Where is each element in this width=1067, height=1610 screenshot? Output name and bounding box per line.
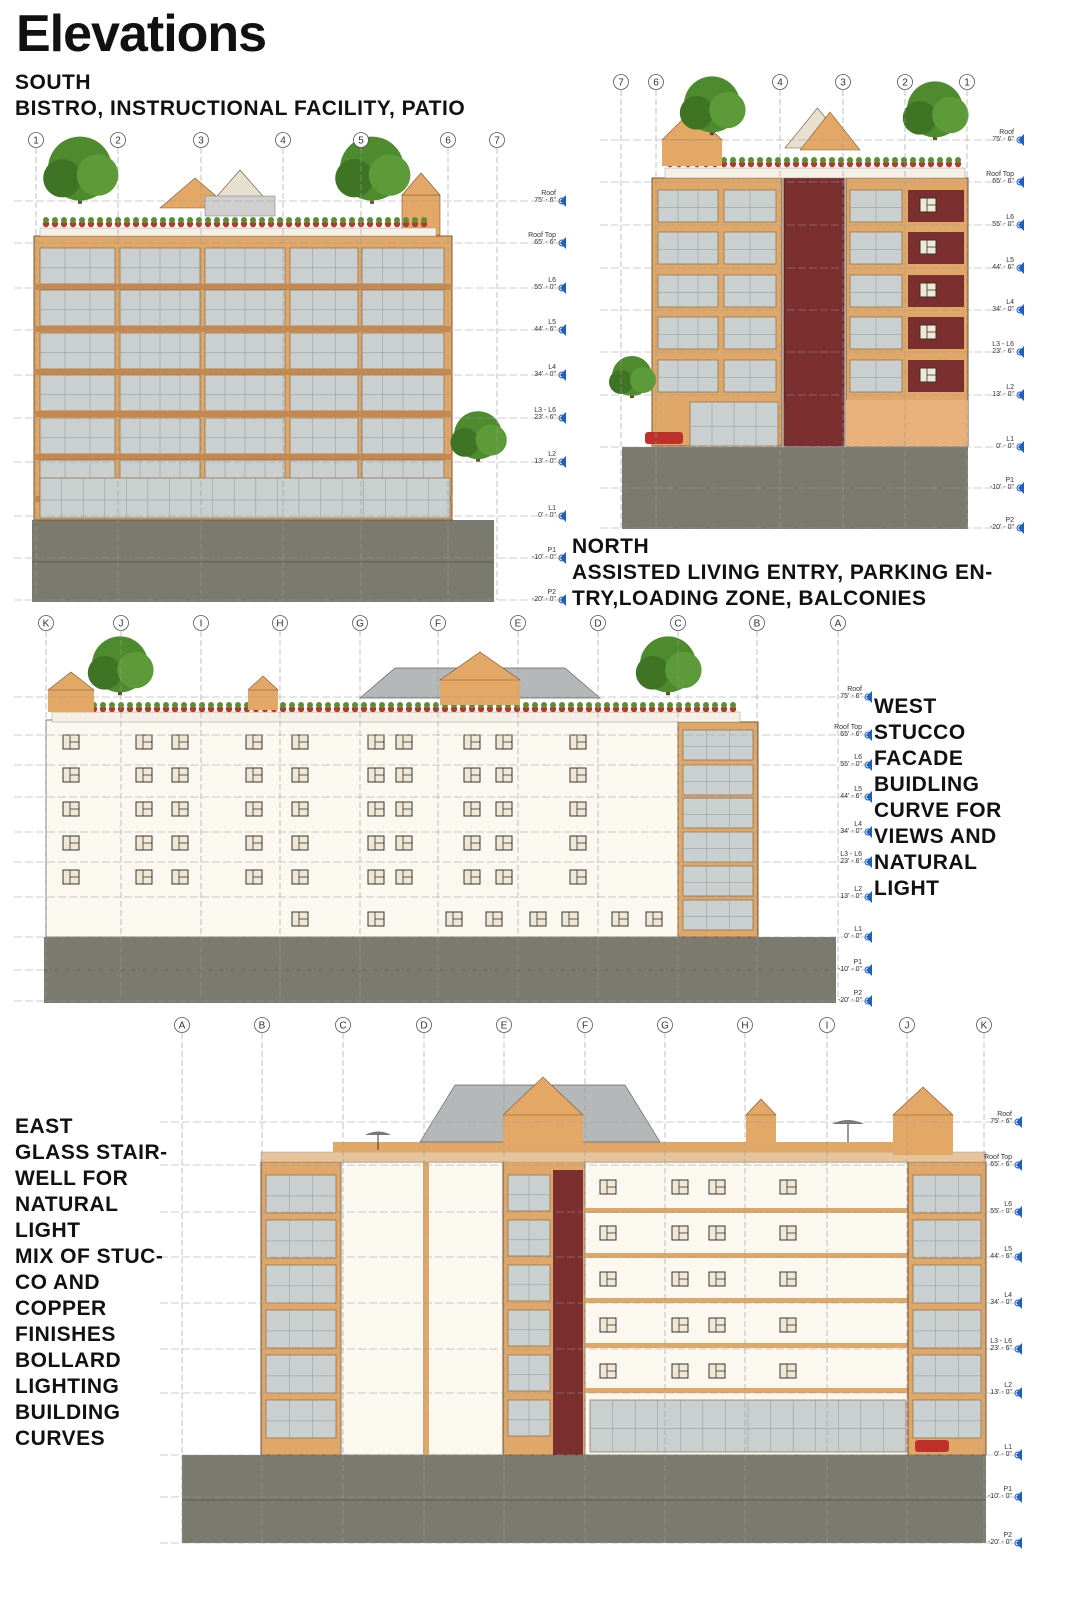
south-level-name: P1: [547, 547, 556, 554]
north-level-elevation: 0' - 0": [996, 443, 1014, 450]
east-level-elevation: 44' - 6": [990, 1253, 1012, 1260]
glass-panel: [290, 290, 358, 326]
south-level-name: L2: [548, 451, 556, 458]
roof-tower: [440, 680, 520, 705]
west-level-name: L3 - L6: [840, 851, 862, 858]
glass-panel: [266, 1400, 336, 1438]
south-level-elevation: 75' - 6": [534, 197, 556, 204]
roof-tower-gable: [893, 1087, 953, 1115]
east-level-elevation: 34' - 0": [990, 1299, 1012, 1306]
east-level-name: L5: [1004, 1246, 1012, 1253]
glass-panel: [913, 1310, 981, 1348]
north-level-name: Roof Top: [986, 171, 1014, 178]
north-level-name: L3 - L6: [992, 341, 1014, 348]
south-level-elevation: 0' - 0": [538, 512, 556, 519]
glass-panel: [913, 1220, 981, 1258]
east-grid-label: D: [420, 1020, 428, 1032]
east-level-name: L2: [1004, 1382, 1012, 1389]
east-grid-label: I: [825, 1020, 829, 1032]
west-grid-label: H: [276, 618, 284, 630]
west-level-name: L4: [854, 821, 862, 828]
west-level-elevation: -10' - 0": [837, 966, 862, 973]
east-grid-label: G: [661, 1020, 669, 1032]
brick-facade: [553, 1170, 583, 1455]
east-level-elevation: 0' - 0": [994, 1451, 1012, 1458]
glass-panel: [290, 418, 358, 454]
north-description-line: TRY,LOADING ZONE, BALCONIES: [572, 587, 927, 610]
west-description-line: STUCCO: [874, 721, 966, 744]
glass-panel: [40, 375, 115, 411]
glass-panel: [658, 275, 718, 307]
west-level-elevation: 13' - 0": [840, 893, 862, 900]
north-level-name: L6: [1006, 214, 1014, 221]
roof-deck: [333, 1142, 933, 1152]
east-grid-label: K: [980, 1020, 988, 1032]
garage-door: [846, 400, 968, 446]
west-description-line: CURVE FOR: [874, 799, 1002, 822]
glass-panel: [266, 1175, 336, 1213]
north-level-elevation: -20' - 0": [989, 524, 1014, 531]
west-grid-label: E: [514, 618, 522, 630]
south-level-elevation: 65' - 6": [534, 239, 556, 246]
north-level-elevation: 55' - 0": [992, 221, 1014, 228]
south-grid-label: 6: [445, 135, 451, 147]
west-grid-label: D: [594, 618, 602, 630]
umbrella-icon: [365, 1132, 391, 1136]
north-level-elevation: 13' - 0": [992, 391, 1014, 398]
west-description-line: LIGHT: [874, 877, 940, 900]
east-description-line: MIX OF STUC-: [15, 1245, 164, 1268]
north-elevation: [609, 76, 969, 529]
west-grid-label: F: [434, 618, 442, 630]
south-level-elevation: -20' - 0": [531, 596, 556, 603]
east-level-name: L4: [1004, 1292, 1012, 1299]
west-level-name: Roof: [847, 686, 862, 693]
south-level-elevation: 23' - 6": [534, 414, 556, 421]
north-grid-label: 7: [618, 77, 624, 89]
west-level-name: P1: [853, 959, 862, 966]
tree: [335, 137, 410, 204]
stucco-facade: [341, 1162, 503, 1455]
west-level-elevation: -20' - 0": [837, 997, 862, 1004]
tree: [636, 636, 702, 695]
roof-gable: [248, 676, 278, 690]
floor-slab: [585, 1388, 910, 1393]
south-level-elevation: 34' - 0": [534, 371, 556, 378]
stucco-facade: [46, 720, 678, 937]
glass-panel: [266, 1355, 336, 1393]
north-level-name: Roof: [999, 129, 1014, 136]
glass-panel: [683, 730, 753, 760]
north-level-elevation: -10' - 0": [989, 484, 1014, 491]
north-level-name: L2: [1006, 384, 1014, 391]
west-description-line: BUIDLING: [874, 773, 980, 796]
east-description-line: LIGHT: [15, 1219, 81, 1242]
east-level-name: L3 - L6: [990, 1338, 1012, 1345]
west-description-line: NATURAL: [874, 851, 978, 874]
page-title: Elevations: [16, 5, 267, 63]
east-grid-label: H: [741, 1020, 749, 1032]
roof-parapet: [40, 228, 436, 236]
north-level-name: L4: [1006, 299, 1014, 306]
glass-panel: [683, 866, 753, 896]
east-grid-label: J: [904, 1020, 910, 1032]
south-level-name: L6: [548, 277, 556, 284]
east-level-elevation: 23' - 6": [990, 1345, 1012, 1352]
south-heading: SOUTH: [15, 71, 91, 94]
north-level-elevation: 65' - 6": [992, 178, 1014, 185]
east-description-line: CURVES: [15, 1427, 106, 1450]
east-description-line: GLASS STAIR-: [15, 1141, 168, 1164]
glass-panel: [683, 900, 753, 930]
east-grid-label: F: [581, 1020, 589, 1032]
glass-panel: [40, 290, 115, 326]
east-level-elevation: 65' - 6": [990, 1161, 1012, 1168]
floor-slab: [34, 284, 452, 290]
west-heading: WEST: [874, 695, 937, 718]
south-level-elevation: 55' - 0": [534, 284, 556, 291]
north-level-elevation: 75' - 6": [992, 136, 1014, 143]
glass-panel: [266, 1310, 336, 1348]
glass-panel: [40, 333, 115, 369]
roof-tower: [503, 1115, 583, 1145]
north-grid-label: 3: [840, 77, 846, 89]
west-level-elevation: 23' - 6": [840, 858, 862, 865]
south-grid-label: 5: [358, 135, 364, 147]
south-description-line: BISTRO, INSTRUCTIONAL FACILITY, PATIO: [15, 97, 466, 120]
east-level-name: L6: [1004, 1201, 1012, 1208]
east-level-name: P1: [1003, 1486, 1012, 1493]
east-description-line: WELL FOR: [15, 1167, 129, 1190]
car: [915, 1440, 949, 1452]
south-level-name: L4: [548, 364, 556, 371]
west-level-elevation: 0' - 0": [844, 933, 862, 940]
north-level-elevation: 44' - 6": [992, 264, 1014, 271]
glass-panel: [683, 798, 753, 828]
east-description-line: FINISHES: [15, 1323, 116, 1346]
west-description-line: FACADE: [874, 747, 964, 770]
roof-gable: [746, 1099, 776, 1115]
west-grid-label: I: [199, 618, 203, 630]
glass-panel: [658, 360, 718, 392]
east-level-name: Roof: [997, 1111, 1012, 1118]
east-description-line: COPPER: [15, 1297, 107, 1320]
glass-panel: [683, 832, 753, 862]
ground-section: [182, 1455, 986, 1543]
glass-panel: [290, 375, 358, 411]
south-level-name: L5: [548, 319, 556, 326]
glass-panel: [913, 1265, 981, 1303]
roof-tower: [746, 1115, 776, 1143]
roof-tower: [893, 1115, 953, 1155]
west-grid-label: A: [834, 618, 842, 630]
tree: [903, 81, 969, 140]
south-grid-label: 1: [33, 135, 39, 147]
east-grid-label: B: [258, 1020, 266, 1032]
south-level-name: P2: [547, 589, 556, 596]
glass-panel: [40, 418, 115, 454]
south-grid-label: 2: [115, 135, 121, 147]
east-level-elevation: 55' - 0": [990, 1208, 1012, 1215]
west-level-name: L5: [854, 786, 862, 793]
north-heading: NORTH: [572, 535, 650, 558]
west-grid-label: C: [674, 618, 682, 630]
glass-panel: [40, 248, 115, 284]
roof-tower: [248, 690, 278, 710]
north-level-name: P1: [1005, 477, 1014, 484]
east-grid-label: A: [178, 1020, 186, 1032]
floor-slab: [34, 326, 452, 332]
west-level-name: L1: [854, 926, 862, 933]
glass-panel: [290, 248, 358, 284]
tree: [609, 356, 656, 398]
east-description-line: CO AND: [15, 1271, 101, 1294]
roof-gable: [48, 672, 94, 690]
south-level-name: Roof: [541, 190, 556, 197]
tree: [43, 137, 118, 204]
floor-slab: [585, 1298, 910, 1303]
glass-panel: [658, 317, 718, 349]
north-grid-label: 2: [902, 77, 908, 89]
east-description-line: BUILDING: [15, 1401, 121, 1424]
glass-panel: [913, 1175, 981, 1213]
south-elevation-label: [15, 70, 465, 122]
north-level-name: L5: [1006, 257, 1014, 264]
ground-section: [32, 520, 494, 602]
east-description-line: BOLLARD: [15, 1349, 122, 1372]
north-elevation-label: [572, 534, 993, 612]
roof-parapet: [52, 712, 740, 722]
south-grid-label: 4: [280, 135, 286, 147]
glass-panel: [266, 1265, 336, 1303]
west-level-elevation: 55' - 0": [840, 761, 862, 768]
glass-panel: [683, 765, 753, 795]
glass-panel: [913, 1355, 981, 1393]
east-description-line: LIGHTING: [15, 1375, 120, 1398]
north-grid-label: 4: [777, 77, 783, 89]
west-grid-label: K: [42, 618, 50, 630]
north-level-elevation: 23' - 6": [992, 348, 1014, 355]
east-heading: EAST: [15, 1115, 74, 1138]
south-elevation: [32, 137, 507, 602]
west-elevation-label: [874, 694, 1002, 902]
glass-panel: [658, 190, 718, 222]
east-level-name: Roof Top: [984, 1154, 1012, 1161]
north-grid-label: 1: [964, 77, 970, 89]
west-elevation: [44, 636, 836, 1003]
east-level-elevation: -20' - 0": [987, 1539, 1012, 1546]
west-grid-label: B: [753, 618, 761, 630]
north-grid-label: 6: [653, 77, 659, 89]
tree: [680, 76, 746, 135]
west-level-name: L2: [854, 886, 862, 893]
west-level-elevation: 44' - 6": [840, 793, 862, 800]
south-level-name: L1: [548, 505, 556, 512]
floor-slab: [34, 369, 452, 375]
east-level-elevation: 75' - 6": [990, 1118, 1012, 1125]
east-level-elevation: 13' - 0": [990, 1389, 1012, 1396]
west-level-name: L6: [854, 754, 862, 761]
floor-slab: [34, 454, 452, 460]
roof-tower: [48, 690, 94, 712]
glass-panel: [266, 1220, 336, 1258]
south-grid-label: 3: [198, 135, 204, 147]
east-elevation: [182, 1077, 986, 1543]
glass-panel: [913, 1400, 981, 1438]
north-level-name: P2: [1005, 517, 1014, 524]
car: [645, 432, 683, 444]
west-level-elevation: 65' - 6": [840, 731, 862, 738]
west-description-line: VIEWS AND: [874, 825, 997, 848]
west-grid-label: J: [118, 618, 124, 630]
west-level-name: P2: [853, 990, 862, 997]
south-level-elevation: 13' - 0": [534, 458, 556, 465]
floor-slab: [34, 411, 452, 417]
glass-panel: [40, 478, 450, 518]
glass-panel: [290, 333, 358, 369]
north-description-line: ASSISTED LIVING ENTRY, PARKING EN-: [572, 561, 993, 584]
floor-slab: [585, 1343, 910, 1348]
east-level-elevation: -10' - 0": [987, 1493, 1012, 1500]
east-level-name: L1: [1004, 1444, 1012, 1451]
south-level-elevation: -10' - 0": [531, 554, 556, 561]
west-grid-label: G: [356, 618, 364, 630]
south-level-name: L3 - L6: [534, 407, 556, 414]
west-level-name: Roof Top: [834, 724, 862, 731]
east-elevation-label: [15, 1114, 168, 1452]
roof-parapet: [261, 1152, 986, 1162]
tree: [450, 411, 506, 461]
west-level-elevation: 34' - 0": [840, 828, 862, 835]
roof-parapet: [665, 168, 965, 178]
north-level-name: L1: [1006, 436, 1014, 443]
east-grid-label: C: [339, 1020, 347, 1032]
south-grid-label: 7: [494, 135, 500, 147]
glass-panel: [658, 232, 718, 264]
south-level-elevation: 44' - 6": [534, 326, 556, 333]
west-level-elevation: 75' - 6": [840, 693, 862, 700]
east-grid-label: E: [500, 1020, 508, 1032]
roof-tower-gable: [440, 652, 520, 680]
north-level-elevation: 34' - 0": [992, 306, 1014, 313]
south-level-name: Roof Top: [528, 232, 556, 239]
roof-pavilion-base: [205, 196, 275, 216]
east-description-line: NATURAL: [15, 1193, 119, 1216]
east-level-name: P2: [1003, 1532, 1012, 1539]
